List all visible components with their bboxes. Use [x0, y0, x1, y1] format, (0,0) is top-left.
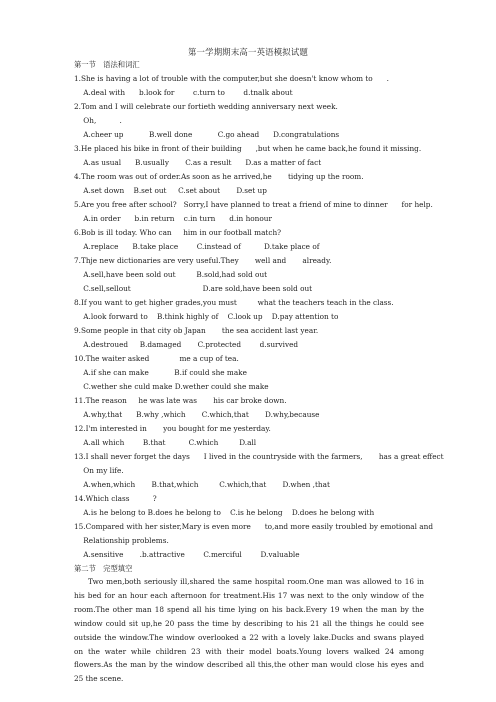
question-options: C.sell,sellout D.are sold,have been sold out [74, 284, 313, 293]
question-text: 5.Are you free after school? Sorry,I have planned to treat a friend of mine to dinner for help. [74, 200, 433, 209]
section-heading: 第二节 完型填空 [74, 564, 133, 573]
question-options: A.deal with b.look for c.turn to d.tnalk about [74, 88, 293, 97]
question-options: A.all which B.that C.which D.all [74, 438, 257, 447]
question-text: 2.Tom and I will celebrate our fortieth wedding anniversary next week. [74, 102, 338, 111]
question-options: C.wether she culd make D.wether could she make [74, 382, 269, 391]
question-options: A.when,which B.that,which C.which,that D.when ,that [74, 480, 330, 489]
question-options: A.as usual B.usually C.as a result D.as a matter of fact [74, 158, 322, 167]
question-text: 8.If you want to get higher grades,you must what the teachers teach in the class. [74, 298, 394, 307]
question-text: 3.He placed his bike in front of their building ,but when he came back,he found it missing. [74, 144, 422, 153]
page-title: 第一学期期末高一英语模拟试题 [187, 47, 309, 57]
question-text: 7.Thje new dictionaries are very useful.They well and already. [74, 256, 332, 265]
question-options: A.is he belong to B.does he belong to C.is he belong D.does he belong with [74, 508, 375, 517]
question-options: A.if she can make B.if could she make [74, 368, 247, 377]
question-options: A.replace B.take place C.instead of D.take place of [74, 242, 320, 251]
question-options: A.sell,have been sold out B.sold,had sold out [74, 270, 268, 279]
section-heading: 第一节 语法和词汇 [74, 60, 140, 69]
question-options: On my life. [74, 466, 124, 475]
question-options: A.look forward to B.think highly of C.look up D.pay attention to [74, 312, 339, 321]
question-text: 14.Which class ? [74, 494, 157, 503]
question-text: 10.The waiter asked me a cup of tea. [74, 354, 239, 363]
question-options: A.cheer up B.well done C.go ahead D.congratulations [74, 130, 340, 139]
question-options: A.set down B.set out C.set about D.set up [74, 186, 267, 195]
question-options: A.why,that B.why ,which C.which,that D.why,because [74, 410, 320, 419]
question-text: 1.She is having a lot of trouble with the computer,but she doesn't know whom to . [74, 74, 389, 83]
question-text: 4.The room was out of order.As soon as he arrived,he tidying up the room. [74, 172, 364, 181]
question-text: 12.I'm interested in you bought for me yesterday. [74, 424, 271, 433]
question-options: Oh, . [74, 116, 122, 125]
question-text: 9.Some people in that city ob Japan the sea accident last year. [74, 326, 319, 335]
question-options: A.destroued B.damaged C.protected d.survived [74, 340, 299, 349]
question-text: 15.Compared with her sister,Mary is even more to,and more easily troubled by emotional and [74, 522, 434, 531]
question-text: 6.Bob is ill today. Who can him in our football match? [74, 228, 282, 237]
question-options: A.sensitive .b.attractive C.merciful D.valuable [74, 550, 300, 559]
question-options: Relationship problems. [74, 536, 169, 545]
question-options: A.in order b.in return c.in turn d.in honour [74, 214, 272, 223]
question-text: 13.I shall never forget the days I lived in the countryside with the farmers, has a great effect [74, 452, 444, 461]
cloze-passage: Two men,both seriously ill,shared the same hospital room.One man was allowed to 16 in his bed for an hour each afternoon for treatment.His 17 was next to the only window of the room.The other man 18 spend all his time lying on his back.Every 19 when the man by the window could sit up,he 20 pass the time by describing to his 21 all the things he could see outside the window.The window overlooked a 22 with a lovely lake.Ducks and swans played on the water while children 23 with their model boats.Young lovers walked 24 among flowers.As the man by the window described all this,the other man would close his eyes and 25 the scene. [74, 577, 424, 684]
question-text: 11.The reason he was late was his car broke down. [74, 396, 287, 405]
